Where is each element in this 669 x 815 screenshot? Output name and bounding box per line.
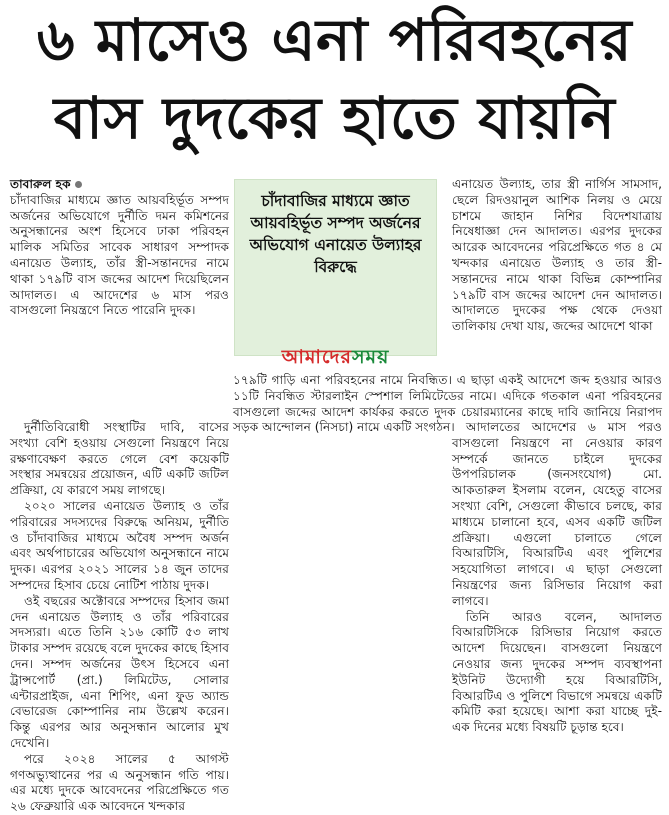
column-right-lower [452, 420, 662, 736]
paragraph: ১৭৯টি গাড়ি এনা পরিবহনের নামে নিবন্ধিত। এ ছাড়া একই আদেশে জব্দ হওয়ার আরও ১১টি নিবন্ধিত স্টারলাইন স্পেশাল লিমিটেডের নামে। এদিকে গতকাল এনা পরিবহনের বাসগুলো জব্দের আদেশ কার্যকর করতে দুদক চেয়ারম্যানের কাছে দাবি জানিয়ে নিরাপদ সড়ক আন্দোলন (নিসচা) নামে একটি সংগঠন। [233, 373, 662, 435]
column-right-top [452, 177, 662, 335]
paragraph: তিনি আরও বলেন, আদালত বিআরটিসিকে রিসিভার নিয়োগ করতে আদেশ দিয়েছেন। বাসগুলো নিয়ন্ত্রণে নেওয়ার জন্য দুদকের সম্পদ ব্যবস্থাপনা ইউনিট উদ্যোগী হয়ে বিআরটিসি, বিআরটিএ ও পুলিশে বিভাগে সমন্বয়ে একটি কমিটি করা হয়েছে। আশা করা যাচ্ছে দুই-এক দিনের মধ্যে বিষয়টি চূড়ান্ত হবে। [452, 609, 662, 735]
column-left-top [10, 177, 229, 319]
paragraph: পরে ২০২৪ সালের ৫ আগস্ট গণঅভ্যুত্থানের পর এ অনুসন্ধান গতি পায়। এর মধ্যে দুদকে আবেদনের পরিপ্রেক্ষিতে গত ২৬ ফেব্রুয়ারি এক আবেদনে খন্দকার [10, 751, 229, 814]
paragraph: ২০২০ সালের এনায়েত উল্যাহ ও তাঁর পরিবারের সদস্যদের বিরুদ্ধে অনিয়ম, দুর্নীতি ও চাঁদাবাজির মাধ্যমে অবৈধ সম্পদ অর্জন এবং অর্থপাচারের অভিযোগ অনুসন্ধানে নামে দুদক। এরপর ২০২১ সালের ১৪ জুন তাদের সম্পদের হিসাব চেয়ে নোটিশ পাঠায় দুদক। [10, 498, 229, 592]
headline-line-1: ৬ মাসেও এনা পরিবহনের [36, 6, 633, 74]
paragraph: এনায়েত উল্যাহ, তার স্ত্রী নার্গিস সামসাদ, ছেলে রিদওয়ানুল আশিক নিলয় ও মেয়ে চাশমে জাহান নিশির বিদেশযাত্রায় নিষেধাজ্ঞা দেন আদালত। এরপর দুদকের আরেক আবেদনের পরিপ্রেক্ষিতে গত ৪ মে খন্দকার এনায়েত উল্যাহ ও তার স্ত্রী-সন্তানদের নামে থাকা বিভিন্ন কোম্পানির ১৭৯টি বাস জব্দের আদেশ দেন আদালত। আদালতে দুদকের পক্ষ থেকে দেওয়া তালিকায় দেখা যায়, জব্দের আদেশে থাকা [452, 177, 662, 334]
brand-part-1: আমাদের [281, 346, 352, 368]
paragraph: দুর্নীতিবিরোধী সংস্থাটির দাবি, বাসের সংখ্যা বেশি হওয়ায় সেগুলো নিয়ন্ত্রণে নিয়ে রক্ষণাবেক্ষণ করতে গেলে বেশ কয়েকটি সংস্থার সমন্বয়ের প্রয়োজন, এটি একটি জটিল প্রক্রিয়া, যে কারণে সময় লাগছে। [10, 420, 229, 498]
brand-logo [235, 343, 436, 375]
pull-quote-text: চাঁদাবাজির মাধ্যমে জ্ঞাত আয়বহির্ভূত সম্পদ অর্জনের অভিযোগ এনায়েত উল্যাহর বিরুদ্ধে [249, 192, 422, 276]
paragraph: আদালতের আদেশের ৬ মাস পরও বাসগুলো নিয়ন্ত্রণে না নেওয়ার কারণ সম্পর্কে জানতে চাইলে দুদকের উপপরিচালক (জনসংযোগ) মো. আকতারুল ইসলাম বলেন, যেহেতু বাসের সংখ্যা বেশি, সেগুলো কীভাবে চলছে, কার মাধ্যমে চালানো হবে, এসব একটি জটিল প্রক্রিয়া। এগুলো চালাতে গেলে বিআরটিসি, বিআরটিএ এবং পুলিশের সহযোগিতা লাগবে। এ ছাড়া সেগুলো নিয়ন্ত্রণের জন্য রিসিভার নিয়োগ করা লাগবে। [452, 420, 662, 608]
brand-part-2: সময় [352, 346, 390, 368]
paragraph: ওই বছরের অক্টোবরে সম্পদের হিসাব জমা দেন এনায়েত উল্যাহ ও তাঁর পরিবারের সদস্যরা। এতে তিনি ২১৬ কোটি ৫৩ লাখ টাকার সম্পদ রয়েছে বলে দুদকের কাছে হিসাব দেন। সম্পদ অর্জনের উৎস হিসেবে এনা ট্রান্সপোর্ট (প্রা.) লিমিটেড, সোলার এন্টারপ্রাইজ, এনা শিপিং, এনা ফুড অ্যান্ড বেভারেজ কোম্পানির নাম উল্লেখ করেন। কিন্তু এরপর আর অনুসন্ধান আলোর মুখ দেখেনি। [10, 593, 229, 750]
column-left-lower [10, 420, 229, 815]
bullet-icon [75, 181, 82, 188]
author-name: তাবারুল হক [10, 177, 71, 191]
pull-quote-box [234, 179, 437, 356]
paragraph: চাঁদাবাজির মাধ্যমে জ্ঞাত আয়বহির্ভূত সম্পদ অর্জনের অভিযোগে দুর্নীতি দমন কমিশনের অনুসন্ধানের অংশ হিসেবে ঢাকা পরিবহন মালিক সমিতির সাবেক সাধারণ সম্পাদক এনায়েত উল্যাহ, তাঁর স্ত্রী-সন্তানদের নামে থাকা ১৭৯টি বাস জব্দের আদেশ দিয়েছিলেন আদালত। এ আদেশের ৬ মাস পরও বাসগুলো নিয়ন্ত্রণে নিতে পারেনি দুদক। [10, 192, 229, 318]
byline [10, 177, 229, 193]
headline-line-2: বাস দুদকের হাতে যায়নি [53, 84, 616, 152]
